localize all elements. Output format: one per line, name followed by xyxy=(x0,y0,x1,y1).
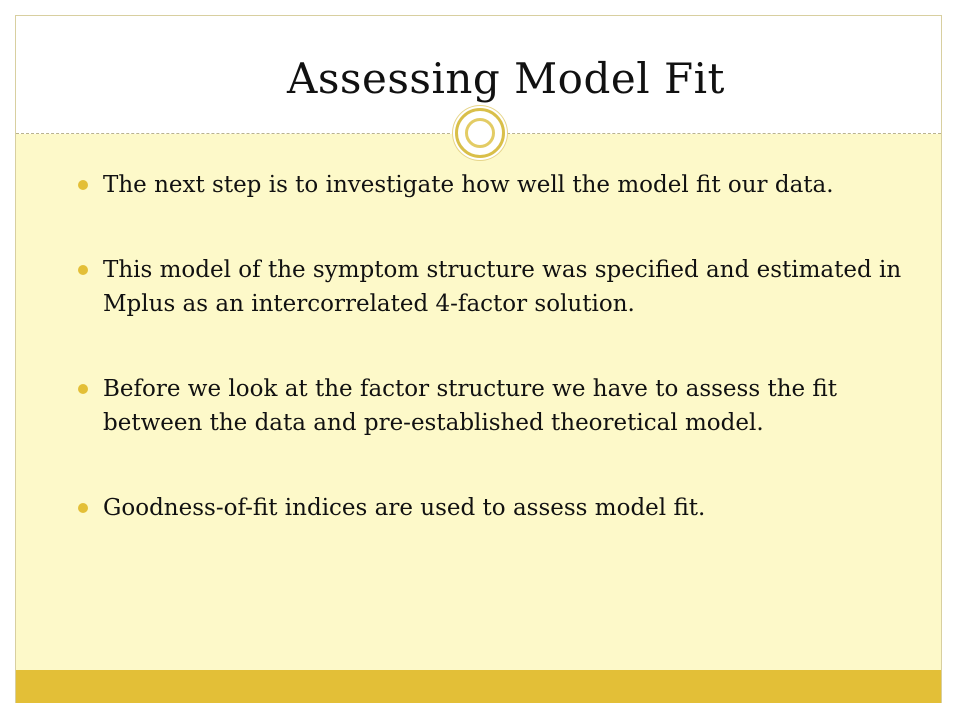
bullet-item xyxy=(78,168,938,202)
bullet-dot-icon xyxy=(78,180,88,190)
ring-inner-circle xyxy=(465,118,495,148)
bullet-item xyxy=(78,491,938,525)
bullet-text: Goodness-of-fit indices are used to assess model fit. xyxy=(103,495,706,521)
bullet-text: The next step is to investigate how well the model fit our data. xyxy=(103,172,834,198)
bottom-accent-bar xyxy=(16,670,941,703)
bullet-text: Before we look at the factor structure we have to assess the fit between the data and pre-established theoretical model. xyxy=(103,376,838,436)
bullet-item xyxy=(78,253,938,321)
ring-icon xyxy=(455,108,505,158)
bullet-dot-icon xyxy=(78,384,88,394)
bullet-dot-icon xyxy=(78,503,88,513)
bullet-item xyxy=(78,372,938,440)
bullet-list xyxy=(78,168,938,525)
slide-title: Assessing Model Fit xyxy=(287,54,725,103)
bullet-dot-icon xyxy=(78,265,88,275)
bullet-text: This model of the symptom structure was specified and estimated in Mplus as an intercorrelated 4-factor solution. xyxy=(103,257,902,317)
